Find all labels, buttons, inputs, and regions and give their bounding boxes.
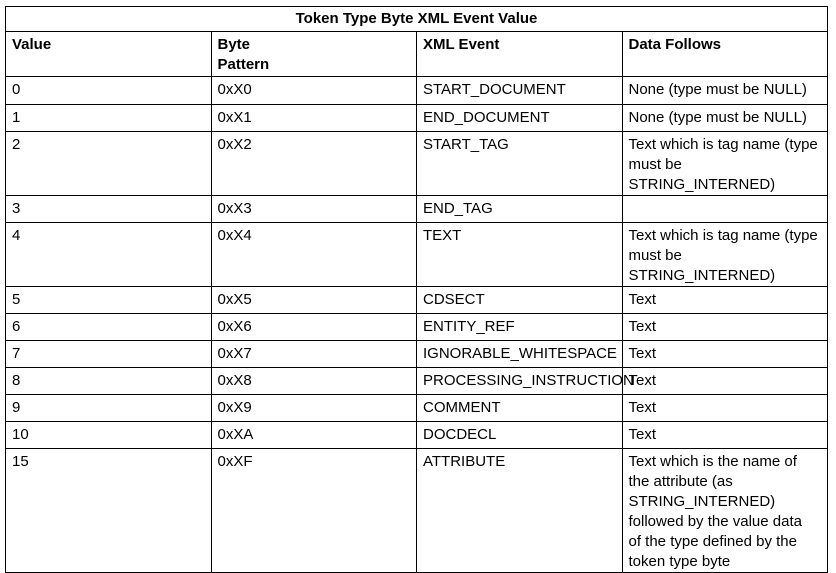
cell-data-follows: Text: [622, 422, 828, 449]
cell-data-follows: None (type must be NULL): [622, 105, 828, 132]
header-byte-pattern: Byte Pattern: [211, 32, 417, 77]
cell-byte-pattern: 0xX9: [211, 395, 417, 422]
cell-data-follows: Text: [622, 287, 828, 314]
cell-xml-event: CDSECT: [417, 287, 623, 314]
cell-data-follows: None (type must be NULL): [622, 77, 828, 105]
cell-data-follows: Text: [622, 341, 828, 368]
cell-xml-event: START_TAG: [417, 132, 623, 196]
table-row: [6, 77, 828, 105]
cell-data-follows: Text: [622, 395, 828, 422]
token-type-table: [5, 6, 828, 573]
table-row: [6, 287, 828, 314]
cell-value: 9: [6, 395, 212, 422]
cell-data-follows: Text: [622, 368, 828, 395]
cell-byte-pattern: 0xX3: [211, 196, 417, 223]
cell-byte-pattern: 0xX2: [211, 132, 417, 196]
table-row: [6, 395, 828, 422]
table-row: [6, 341, 828, 368]
cell-xml-event: DOCDECL: [417, 422, 623, 449]
cell-byte-pattern: 0xX6: [211, 314, 417, 341]
cell-byte-pattern: 0xX4: [211, 223, 417, 287]
table-row: [6, 449, 828, 573]
cell-byte-pattern: 0xXA: [211, 422, 417, 449]
cell-xml-event: PROCESSING_INSTRUCTION: [417, 368, 623, 395]
cell-byte-pattern: 0xX5: [211, 287, 417, 314]
cell-xml-event: COMMENT: [417, 395, 623, 422]
cell-value: 10: [6, 422, 212, 449]
table-title-row: [6, 7, 828, 32]
table-row: [6, 422, 828, 449]
cell-xml-event: ATTRIBUTE: [417, 449, 623, 573]
cell-byte-pattern: 0xX1: [211, 105, 417, 132]
cell-xml-event: IGNORABLE_WHITESPACE: [417, 341, 623, 368]
cell-value: 2: [6, 132, 212, 196]
cell-data-follows: Text: [622, 314, 828, 341]
cell-xml-event: ENTITY_REF: [417, 314, 623, 341]
cell-value: 4: [6, 223, 212, 287]
column-header-row: [6, 32, 828, 77]
table-row: [6, 314, 828, 341]
cell-xml-event: START_DOCUMENT: [417, 77, 623, 105]
cell-value: 3: [6, 196, 212, 223]
cell-byte-pattern: 0xXF: [211, 449, 417, 573]
cell-value: 8: [6, 368, 212, 395]
cell-value: 7: [6, 341, 212, 368]
cell-data-follows: Text which is tag name (type must be STRING_INTERNED): [622, 223, 828, 287]
header-value: Value: [6, 32, 212, 77]
cell-byte-pattern: 0xX0: [211, 77, 417, 105]
cell-value: 5: [6, 287, 212, 314]
cell-value: 1: [6, 105, 212, 132]
cell-xml-event: END_TAG: [417, 196, 623, 223]
cell-value: 15: [6, 449, 212, 573]
table-row: [6, 105, 828, 132]
cell-data-follows: Text which is tag name (type must be STRING_INTERNED): [622, 132, 828, 196]
cell-byte-pattern: 0xX7: [211, 341, 417, 368]
table-row: [6, 223, 828, 287]
cell-value: 6: [6, 314, 212, 341]
table-row: [6, 132, 828, 196]
header-data-follows: Data Follows: [622, 32, 828, 77]
table-title: Token Type Byte XML Event Value: [6, 7, 828, 32]
cell-value: 0: [6, 77, 212, 105]
table-body: [6, 77, 828, 573]
header-xml-event: XML Event: [417, 32, 623, 77]
table-row: [6, 196, 828, 223]
cell-data-follows: Text which is the name of the attribute (as STRING_INTERNED) followed by the value data of the type defined by the token type byte: [622, 449, 828, 573]
cell-xml-event: END_DOCUMENT: [417, 105, 623, 132]
table-row: [6, 368, 828, 395]
cell-byte-pattern: 0xX8: [211, 368, 417, 395]
cell-xml-event: TEXT: [417, 223, 623, 287]
cell-data-follows: [622, 196, 828, 223]
